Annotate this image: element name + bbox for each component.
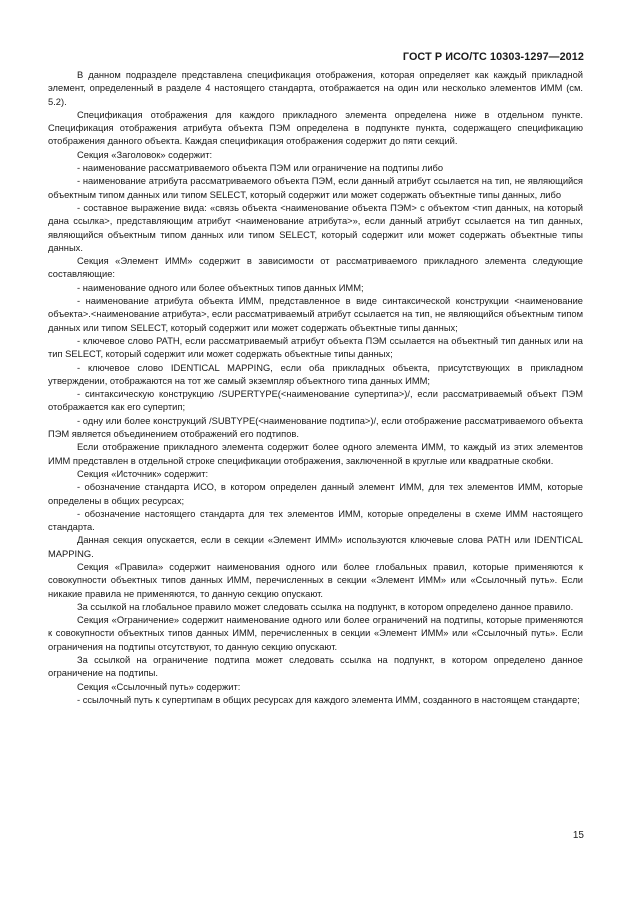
paragraph: - наименование одного или более объектных типов данных ИММ; bbox=[77, 282, 364, 293]
paragraph: За ссылкой на глобальное правило может следовать ссылка на подпункт, в котором определено данное правило. bbox=[77, 601, 574, 612]
paragraph: - наименование атрибута рассматриваемого объекта ПЭМ, если данный атрибут ссылается на тип, не являющийся объектным типом данных или типом SELECT, который содержит или может содержать объектные типы данных, либо bbox=[48, 176, 583, 200]
paragraph: Секция «Заголовок» содержит: bbox=[77, 149, 213, 160]
paragraph: Секция «Ссылочный путь» содержит: bbox=[77, 681, 241, 692]
paragraph: В данном подразделе представлена спецификация отображения, которая определяет как каждый прикладной элемент, определенный в разделе 4 настоящего стандарта, отображается на один или несколько элементов ИММ (см. 5.2). bbox=[48, 70, 583, 107]
paragraph: - составное выражение вида: «связь объекта <наименование объекта ПЭМ> с объектом <тип данных, на который дана ссылка>, представляющим атрибут <наименование атрибута>», если данный атрибут ссылается на тип данных, являющийся объектным типом данных или типом SELECT, который содержит или может содержать объектные типы данных. bbox=[48, 202, 583, 253]
paragraph: - обозначение стандарта ИСО, в котором определен данный элемент ИММ, для тех элементов ИММ, которые определены в общих ресурсах; bbox=[48, 482, 583, 506]
paragraph: Секция «Ограничение» содержит наименование одного или более ограничений на подтипы, которые применяются к совокупности объектных типов данных ИММ, перечисленных в секции «Элемент ИММ» или «Ссылочный путь». Если ограничения на подтипы отсутствуют, то данную секцию опускают. bbox=[48, 615, 583, 652]
paragraph: - синтаксическую конструкцию /SUPERTYPE(<наименование супертипа>)/, если рассматриваемый объект ПЭМ отображается как его супертип; bbox=[48, 389, 583, 413]
paragraph: Спецификация отображения для каждого прикладного элемента определена ниже в отдельном пункте. Спецификация отображения атрибута объекта ПЭМ определена в подпункте пункта, содержащего спецификацию отображения данного объекта. Каждая спецификация отображения содержит до пяти секций. bbox=[48, 109, 583, 147]
paragraph: - ключевое слово IDENTICAL MAPPING, если оба прикладных объекта, присутствующих в прикладном утверждении, отображаются на тот же самый экземпляр объектного типа данных ИММ; bbox=[48, 362, 583, 386]
paragraph: - наименование атрибута объекта ИММ, представленное в виде синтаксической конструкции <наименование объекта>.<наименование атрибута>, если рассматриваемый атрибут ссылается на тип, не являющийся объектным типом данных или типом SELECT, который содержит или может содержать объектные типы данных; bbox=[48, 296, 583, 333]
document-code-header: ГОСТ Р ИСО/ТС 10303-1297—2012 bbox=[402, 51, 584, 63]
paragraph: Если отображение прикладного элемента содержит более одного элемента ИММ, то каждый из этих элементов ИММ представлен в отдельной строке спецификации отображения, заключенной в круглые или квадратные скобки. bbox=[48, 442, 583, 466]
page-number: 15 bbox=[572, 830, 584, 841]
paragraph: - ссылочный путь к супертипам в общих ресурсах для каждого элемента ИММ, созданного в настоящем стандарте; bbox=[77, 694, 580, 705]
paragraph: Секция «Правила» содержит наименования одного или более глобальных правил, которые применяются к совокупности объектных типов данных ИММ, перечисленных в секции «Элемент ИММ» или «Ссылочный путь». Если никакие правила не применяются, то данную секцию опускают. bbox=[48, 561, 583, 599]
body-text bbox=[48, 69, 583, 707]
paragraph: Секция «Источник» содержит: bbox=[77, 468, 209, 479]
paragraph: За ссылкой на ограничение подтипа может следовать ссылка на подпункт, в котором определено данное ограничение на подтипы. bbox=[48, 655, 583, 679]
paragraph: - ключевое слово PATH, если рассматриваемый атрибут объекта ПЭМ ссылается на объектный тип данных или на тип SELECT, который содержит или может содержать объектные типы данных; bbox=[48, 335, 583, 360]
paragraph: Секция «Элемент ИММ» содержит в зависимости от рассматриваемого прикладного элемента следующие составляющие: bbox=[48, 256, 583, 280]
paragraph: Данная секция опускается, если в секции «Элемент ИММ» используются ключевые слова PATH или IDENTICAL MAPPING. bbox=[48, 535, 583, 559]
paragraph: - обозначение настоящего стандарта для тех элементов ИММ, которые определены в схеме ИММ настоящего стандарта. bbox=[48, 508, 583, 533]
paragraph: - наименование рассматриваемого объекта ПЭМ или ограничение на подтипы либо bbox=[77, 163, 444, 174]
paragraph: - одну или более конструкций /SUBTYPE(<наименование подтипа>)/, если отображение рассматриваемого объекта ПЭМ является объединением отображений его подтипов. bbox=[48, 415, 583, 440]
